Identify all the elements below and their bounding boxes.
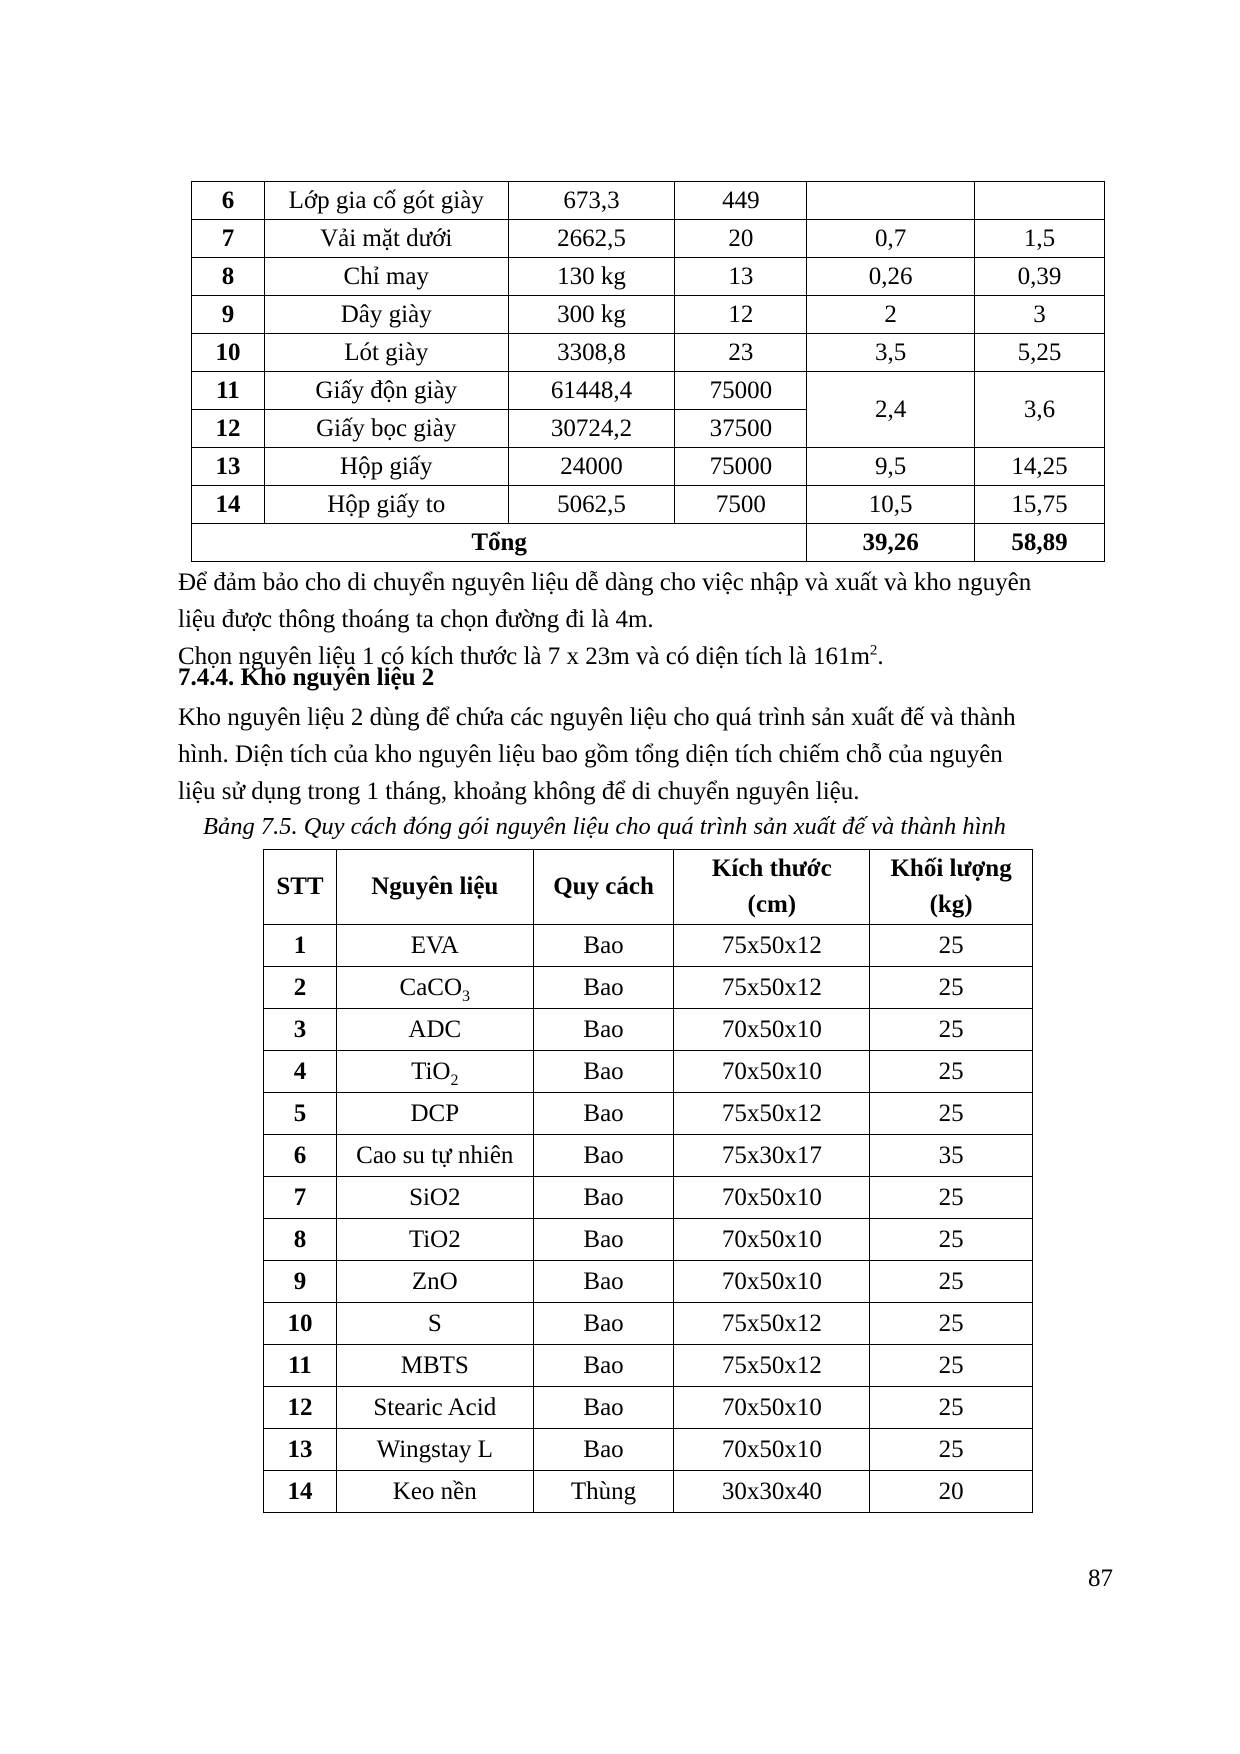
table-row xyxy=(264,967,1033,1009)
weight-cell: 25 xyxy=(870,1177,1033,1219)
stt-cell: 11 xyxy=(192,372,265,410)
size-cell: 75x50x12 xyxy=(674,1093,870,1135)
spec-cell: Bao xyxy=(533,1135,674,1177)
table-row xyxy=(192,296,1105,334)
table-row xyxy=(264,1387,1033,1429)
material-name-cell: EVA xyxy=(336,925,533,967)
spec-cell: Bao xyxy=(533,1429,674,1471)
material-name-cell: TiO2 xyxy=(336,1219,533,1261)
weight-cell: 25 xyxy=(870,1387,1033,1429)
weight-cell: 35 xyxy=(870,1135,1033,1177)
spec-cell: Bao xyxy=(533,1345,674,1387)
stt-cell: 1 xyxy=(264,925,337,967)
spec-cell: Bao xyxy=(533,1177,674,1219)
value-cell: 3 xyxy=(975,296,1105,334)
material-name-cell: Stearic Acid xyxy=(336,1387,533,1429)
size-cell: 70x50x10 xyxy=(674,1261,870,1303)
total-value: 39,26 xyxy=(807,524,975,562)
material-name-cell: Keo nền xyxy=(336,1471,533,1513)
merged-value-cell: 2,4 xyxy=(807,372,975,448)
text-line: hình. Diện tích của kho nguyên liệu bao gồm tổng diện tích chiếm chỗ của nguyên xyxy=(178,741,1003,768)
table-row xyxy=(264,1093,1033,1135)
stt-cell: 9 xyxy=(264,1261,337,1303)
material-name-cell: Giấy độn giày xyxy=(264,372,508,410)
material-name-cell: Lớp gia cố gót giày xyxy=(264,182,508,220)
table-row xyxy=(264,1135,1033,1177)
paragraph-warehouse-2 xyxy=(178,699,1108,810)
stt-cell: 7 xyxy=(192,220,265,258)
stt-cell: 7 xyxy=(264,1177,337,1219)
value-cell: 0,26 xyxy=(807,258,975,296)
table-row xyxy=(192,372,1105,410)
weight-cell: 25 xyxy=(870,1345,1033,1387)
stt-cell: 10 xyxy=(192,334,265,372)
text-line: Để đảm bảo cho di chuyển nguyên liệu dễ dàng cho việc nhập và xuất và kho nguyên xyxy=(178,569,1032,596)
material-name-cell: DCP xyxy=(336,1093,533,1135)
text-line: Chọn nguyên liệu 1 có kích thước là 7 x 23m và có diện tích là $161m^2$. xyxy=(178,642,884,670)
stt-cell: 8 xyxy=(192,258,265,296)
weight-cell: 25 xyxy=(870,967,1033,1009)
material-name-cell: ADC xyxy=(336,1009,533,1051)
value-cell: 300 kg xyxy=(508,296,675,334)
weight-cell: 25 xyxy=(870,1303,1033,1345)
stt-cell: 3 xyxy=(264,1009,337,1051)
size-cell: 75x50x12 xyxy=(674,967,870,1009)
weight-cell: 20 xyxy=(870,1471,1033,1513)
value-cell: 30724,2 xyxy=(508,410,675,448)
size-cell: 75x30x17 xyxy=(674,1135,870,1177)
value-cell: 3308,8 xyxy=(508,334,675,372)
table-row xyxy=(192,220,1105,258)
table-row xyxy=(264,1051,1033,1093)
header-stt: STT xyxy=(264,850,337,925)
total-row xyxy=(192,524,1105,562)
value-cell: 0,39 xyxy=(975,258,1105,296)
size-cell: 70x50x10 xyxy=(674,1177,870,1219)
material-name-cell: Vải mặt dưới xyxy=(264,220,508,258)
value-cell: 24000 xyxy=(508,448,675,486)
table-row xyxy=(264,1345,1033,1387)
table-row xyxy=(264,1219,1033,1261)
size-cell: 70x50x10 xyxy=(674,1429,870,1471)
paragraph-aisle xyxy=(178,564,1108,675)
table-row xyxy=(192,486,1105,524)
value-cell: 9,5 xyxy=(807,448,975,486)
stt-cell: 8 xyxy=(264,1219,337,1261)
value-cell: 2662,5 xyxy=(508,220,675,258)
value-cell: 449 xyxy=(675,182,807,220)
table-row xyxy=(264,1429,1033,1471)
value-cell: 5062,5 xyxy=(508,486,675,524)
header-spec: Quy cách xyxy=(533,850,674,925)
table-row xyxy=(264,1009,1033,1051)
material-name-cell: Hộp giấy to xyxy=(264,486,508,524)
material-name-cell: Chỉ may xyxy=(264,258,508,296)
material-name-cell: SiO2 xyxy=(336,1177,533,1219)
table-row xyxy=(264,925,1033,967)
spec-cell: Bao xyxy=(533,1303,674,1345)
merged-value-cell: 3,6 xyxy=(975,372,1105,448)
spec-cell: Thùng xyxy=(533,1471,674,1513)
value-cell: 3,5 xyxy=(807,334,975,372)
stt-cell: 5 xyxy=(264,1093,337,1135)
value-cell: 2 xyxy=(807,296,975,334)
value-cell: 130 kg xyxy=(508,258,675,296)
material-name-cell: S xyxy=(336,1303,533,1345)
stt-cell: 6 xyxy=(192,182,265,220)
value-cell: 75000 xyxy=(675,448,807,486)
spec-cell: Bao xyxy=(533,1219,674,1261)
value-cell: 37500 xyxy=(675,410,807,448)
material-name-cell: CaCO$_3$ xyxy=(336,967,533,1009)
value-cell: 7500 xyxy=(675,486,807,524)
spec-cell: Bao xyxy=(533,1009,674,1051)
table-row xyxy=(192,448,1105,486)
material-name-cell: Cao su tự nhiên xyxy=(336,1135,533,1177)
table-row xyxy=(192,258,1105,296)
materials-table-continued xyxy=(191,181,1105,562)
value-cell: 673,3 xyxy=(508,182,675,220)
value-cell xyxy=(975,182,1105,220)
value-cell: 20 xyxy=(675,220,807,258)
total-label: Tổng xyxy=(192,524,807,562)
table-row xyxy=(264,1177,1033,1219)
stt-cell: 4 xyxy=(264,1051,337,1093)
table-row xyxy=(264,1261,1033,1303)
material-name-cell: Lót giày xyxy=(264,334,508,372)
table-caption: Bảng 7.5. Quy cách đóng gói nguyên liệu cho quá trình sản xuất đế và thành hình xyxy=(203,813,1006,840)
weight-cell: 25 xyxy=(870,1093,1033,1135)
material-name-cell: Wingstay L xyxy=(336,1429,533,1471)
table-row xyxy=(192,334,1105,372)
size-cell: 70x50x10 xyxy=(674,1387,870,1429)
material-name-cell: Dây giày xyxy=(264,296,508,334)
table-header-row xyxy=(264,850,1033,925)
header-weight: Khối lượng (kg) xyxy=(870,850,1033,925)
size-cell: 30x30x40 xyxy=(674,1471,870,1513)
value-cell: 5,25 xyxy=(975,334,1105,372)
spec-cell: Bao xyxy=(533,1051,674,1093)
value-cell: 0,7 xyxy=(807,220,975,258)
stt-cell: 12 xyxy=(192,410,265,448)
material-name-cell: TiO$_2$ xyxy=(336,1051,533,1093)
size-cell: 70x50x10 xyxy=(674,1051,870,1093)
size-cell: 75x50x12 xyxy=(674,1303,870,1345)
value-cell: 14,25 xyxy=(975,448,1105,486)
stt-cell: 13 xyxy=(192,448,265,486)
spec-cell: Bao xyxy=(533,1261,674,1303)
header-material: Nguyên liệu xyxy=(336,850,533,925)
stt-cell: 6 xyxy=(264,1135,337,1177)
table-row xyxy=(192,182,1105,220)
value-cell: 61448,4 xyxy=(508,372,675,410)
stt-cell: 9 xyxy=(192,296,265,334)
section-heading: 7.4.4. Kho nguyên liệu 2 xyxy=(178,664,435,691)
text-line: liệu sử dụng trong 1 tháng, khoảng không để di chuyển nguyên liệu. xyxy=(178,778,860,805)
table-row xyxy=(264,1303,1033,1345)
size-cell: 70x50x10 xyxy=(674,1219,870,1261)
total-value: 58,89 xyxy=(975,524,1105,562)
weight-cell: 25 xyxy=(870,925,1033,967)
header-size: Kích thước (cm) xyxy=(674,850,870,925)
value-cell: 1,5 xyxy=(975,220,1105,258)
stt-cell: 10 xyxy=(264,1303,337,1345)
size-cell: 75x50x12 xyxy=(674,925,870,967)
spec-cell: Bao xyxy=(533,1387,674,1429)
value-cell xyxy=(807,182,975,220)
size-cell: 70x50x10 xyxy=(674,1009,870,1051)
material-name-cell: Hộp giấy xyxy=(264,448,508,486)
value-cell: 13 xyxy=(675,258,807,296)
table-row xyxy=(264,1471,1033,1513)
material-name-cell: ZnO xyxy=(336,1261,533,1303)
value-cell: 15,75 xyxy=(975,486,1105,524)
stt-cell: 12 xyxy=(264,1387,337,1429)
text-line: liệu được thông thoáng ta chọn đường đi là 4m. xyxy=(178,606,654,633)
spec-cell: Bao xyxy=(533,925,674,967)
weight-cell: 25 xyxy=(870,1219,1033,1261)
value-cell: 23 xyxy=(675,334,807,372)
text-line: Kho nguyên liệu 2 dùng để chứa các nguyên liệu cho quá trình sản xuất đế và thành xyxy=(178,704,1016,731)
weight-cell: 25 xyxy=(870,1429,1033,1471)
weight-cell: 25 xyxy=(870,1261,1033,1303)
material-name-cell: MBTS xyxy=(336,1345,533,1387)
size-cell: 75x50x12 xyxy=(674,1345,870,1387)
packaging-table xyxy=(263,849,1033,1513)
page-number: 87 xyxy=(1088,1565,1113,1592)
spec-cell: Bao xyxy=(533,967,674,1009)
value-cell: 12 xyxy=(675,296,807,334)
value-cell: 10,5 xyxy=(807,486,975,524)
stt-cell: 14 xyxy=(192,486,265,524)
value-cell: 75000 xyxy=(675,372,807,410)
material-name-cell: Giấy bọc giày xyxy=(264,410,508,448)
stt-cell: 13 xyxy=(264,1429,337,1471)
weight-cell: 25 xyxy=(870,1009,1033,1051)
stt-cell: 14 xyxy=(264,1471,337,1513)
stt-cell: 11 xyxy=(264,1345,337,1387)
spec-cell: Bao xyxy=(533,1093,674,1135)
weight-cell: 25 xyxy=(870,1051,1033,1093)
stt-cell: 2 xyxy=(264,967,337,1009)
